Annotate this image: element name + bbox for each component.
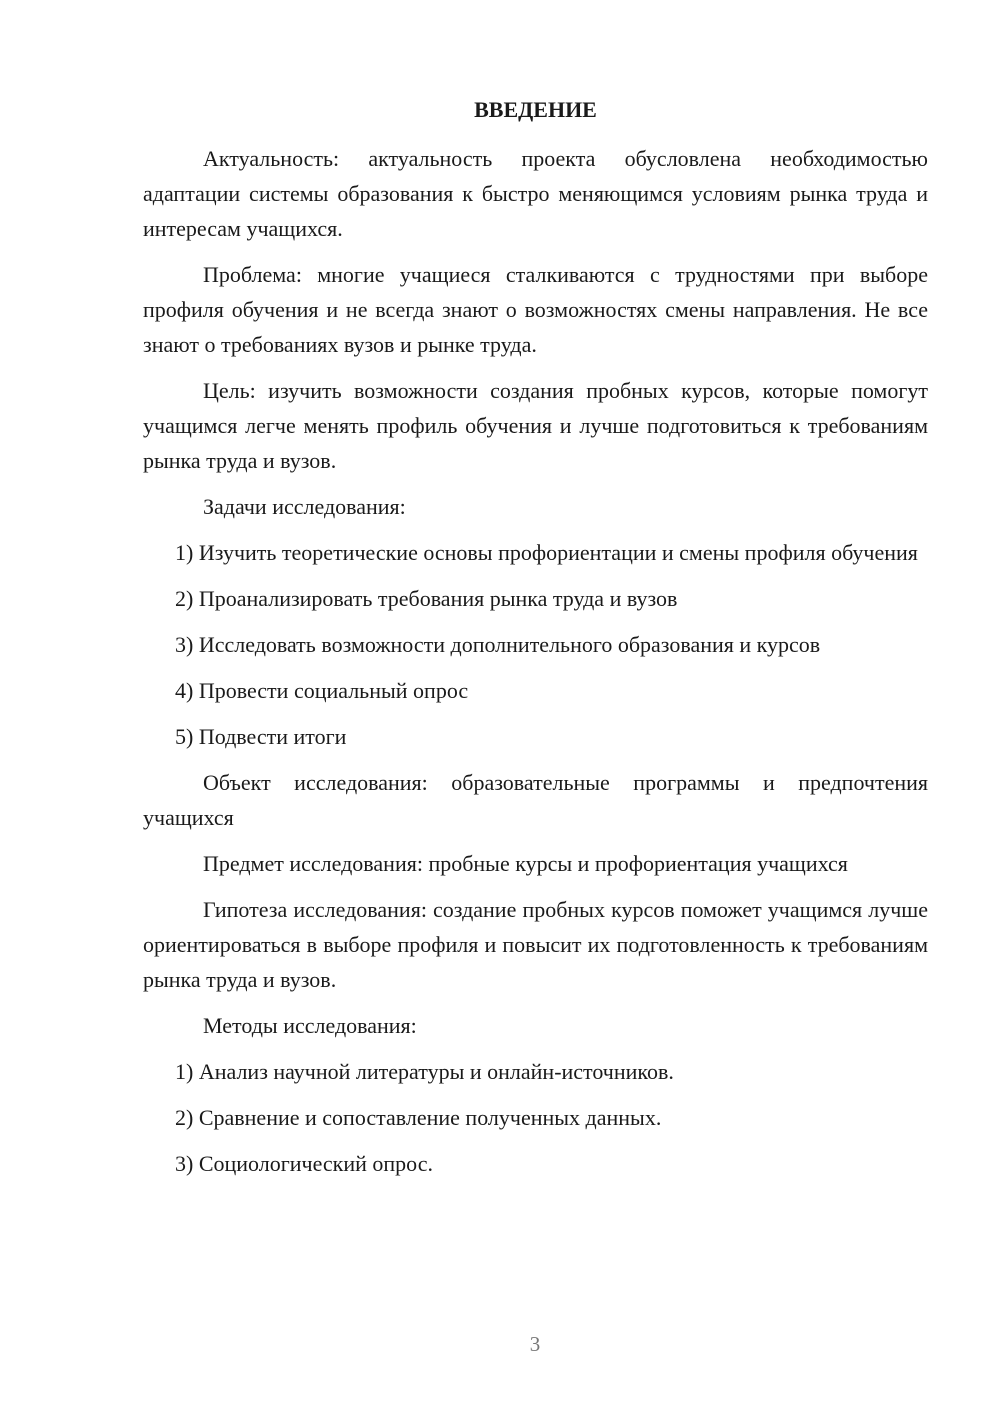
paragraph-hypothesis: Гипотеза исследования: создание пробных курсов поможет учащимся лучше ориентироваться в выборе профиля и повысит их подготовленность к требованиям рынка труда и вузов. [143,897,928,992]
section-title: ВВЕДЕНИЕ [474,97,597,122]
document-page [143,95,928,1192]
paragraph-relevance: Актуальность: актуальность проекта обусловлена необходимостью адаптации системы образования к быстро меняющимся условиям рынка труда и интересам учащихся. [143,146,928,241]
paragraph-object: Объект исследования: образовательные программы и предпочтения учащихся [143,770,928,830]
task-item-4: 4) Провести социальный опрос [175,678,469,703]
method-item-3: 3) Социологический опрос. [175,1151,433,1176]
tasks-heading: Задачи исследования: [203,494,406,519]
paragraph-goal: Цель: изучить возможности создания пробных курсов, которые помогут учащимся легче менять профиль обучения и лучше подготовиться к требованиям рынка труда и вузов. [143,378,928,473]
task-item-3: 3) Исследовать возможности дополнительного образования и курсов [175,632,821,657]
method-item-2: 2) Сравнение и сопоставление полученных данных. [175,1105,662,1130]
method-item-1: 1) Анализ научной литературы и онлайн-источников. [175,1059,674,1084]
paragraph-problem: Проблема: многие учащиеся сталкиваются с трудностями при выборе профиля обучения и не всегда знают о возможностях смены направления. Не все знают о требованиях вузов и рынке труда. [143,262,928,357]
task-item-2: 2) Проанализировать требования рынка труда и вузов [175,586,678,611]
task-item-1: 1) Изучить теоретические основы профориентации и смены профиля обучения [175,540,918,565]
task-item-5: 5) Подвести итоги [175,724,347,749]
methods-heading: Методы исследования: [203,1013,417,1038]
paragraph-subject: Предмет исследования: пробные курсы и профориентация учащихся [203,851,848,876]
page-number: 3 [529,1332,541,1356]
